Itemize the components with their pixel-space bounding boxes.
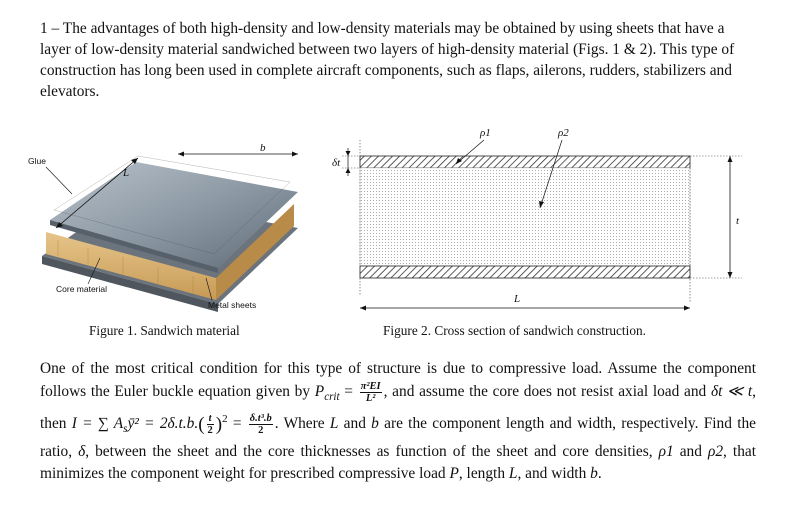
figure-2-caption: Figure 2. Cross section of sandwich construction. [383,323,646,338]
figure-2-length-label: L [514,293,521,305]
figure-1-caption: Figure 1. Sandwich material [89,323,240,338]
thickness-label: t [736,215,740,227]
core-section [360,168,690,266]
figure-1-width-label: b [260,142,266,154]
rho2-label: ρ2 [558,127,569,139]
figure-2-cross-section [318,124,758,324]
figure-1-sandwich-illustration [28,136,318,336]
result-fraction: $\frac{\text{δ.t³.b}}{2}$ [249,413,272,437]
delta-t-label: δt [332,157,341,169]
figure-1-length-label: L [123,167,130,179]
core-material-label: Core material [56,284,108,294]
bottom-sheet-section [360,266,690,278]
glue-label: Glue [28,156,46,166]
rho1-label: ρ1 [480,127,491,139]
euler-fraction: $\frac{\text{π²EI}}{\text{L²}}$ [360,380,381,404]
problem-question: One of the most critical condition for this type of structure is due to compressive load. Assume the component follows the Euler buckle equation given by $P_{crit}$ = $\frac{\text{π²EI}}{\text{L²}}$ , and assume the core does not resist axial load and δt ≪ t, then I = ∑ $A_sȳ^2 = 2\delta.t.b$.( $\frac{t}{2}$ )$^2$ = $\frac{\text{δ.t³.b}}{2}$ . Where L and b are the component length and width, respectively. Find the ratio, δ, between the sheet and the core thicknesses as function of the sheet and core densities, ρ1 and ρ2, that minimizes the component weight for prescribed compressive load P, length L, and width b. [40,360,757,483]
metal-sheets-label: Metal sheets [208,300,257,310]
problem-intro: 1 – The advantages of both high-density and low-density materials may be obtained by using sheets that have a layer of low-density material sandwiched between two layers of high-density material (Figs. 1 & 2). This type of construction has long been used in complete aircraft components, such as flaps, ailerons, rudders, stabilizers and elevators. [40,20,735,100]
half-t-fraction: $\frac{t}{2}$ [207,413,213,437]
top-sheet-section [360,156,690,168]
